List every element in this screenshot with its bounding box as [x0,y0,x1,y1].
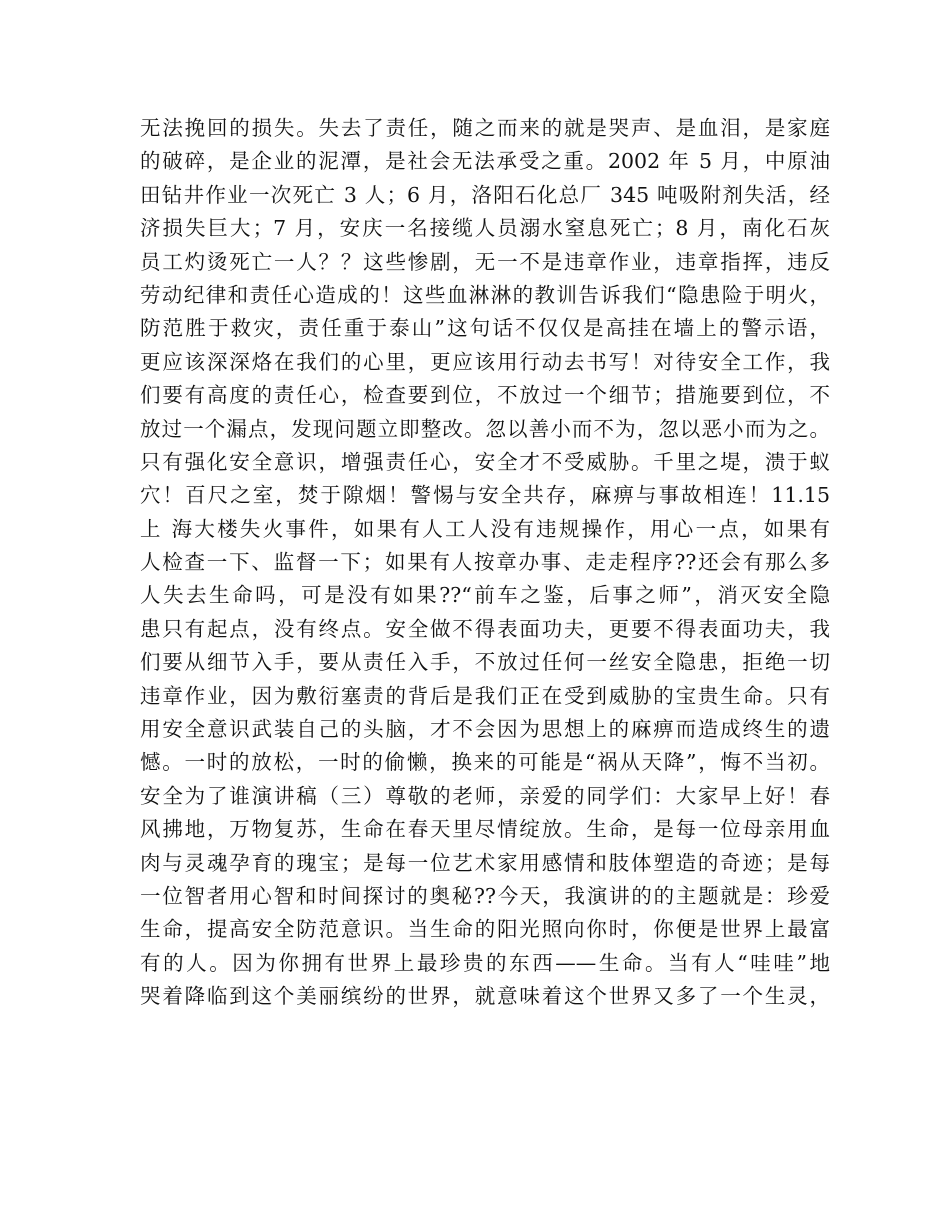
text-line: 的破碎，是企业的泥潭，是社会无法承受之重。2002 年 5 月，中原油 [140,149,830,174]
text-line: 只有强化安全意识，增强责任心，安全才不受威胁。千里之堤，溃于蚁 [140,449,830,474]
text-line: 田钻井作业一次死亡 3 人；6 月，洛阳石化总厂 345 吨吸附剂失活，经 [140,182,830,207]
text-line: 们要有高度的责任心，检查要到位，不放过一个细节；措施要到位，不 [140,383,830,408]
text-line: 生命，提高安全防范意识。当生命的阳光照向你时，你便是世界上最富 [140,917,830,942]
text-line: 上 海大楼失火事件，如果有人工人没有违规操作，用心一点，如果有 [140,516,830,541]
text-line: 济损失巨大；7 月，安庆一名接缆人员溺水窒息死亡；8 月，南化石灰 [140,216,830,241]
text-line: 一位智者用心智和时间探讨的奥秘??今天，我演讲的的主题就是：珍爱 [140,883,830,908]
text-line: 防范胜于救灾，责任重于泰山”这句话不仅仅是高挂在墙上的警示语， [140,316,830,341]
text-line: 哭着降临到这个美丽缤纷的世界，就意味着这个世界又多了一个生灵， [140,984,830,1009]
text-line: 违章作业，因为敷衍塞责的背后是我们正在受到威胁的宝贵生命。只有 [140,683,830,708]
text-line: 有的人。因为你拥有世界上最珍贵的东西——生命。当有人“哇哇”地 [140,950,830,975]
text-line: 们要从细节入手，要从责任入手，不放过任何一丝安全隐患，拒绝一切 [140,650,830,675]
text-line: 用安全意识武装自己的头脑，才不会因为思想上的麻痹而造成终生的遗 [140,717,830,742]
text-line: 患只有起点，没有终点。安全做不得表面功夫，更要不得表面功夫，我 [140,616,830,641]
body-text [140,112,830,1014]
text-line: 人失去生命吗，可是没有如果??“前车之鉴，后事之师”，消灭安全隐 [140,583,830,608]
text-line: 肉与灵魂孕育的瑰宝；是每一位艺术家用感情和肢体塑造的奇迹；是每 [140,850,830,875]
text-line: 更应该深深烙在我们的心里，更应该用行动去书写！对待安全工作，我 [140,349,830,374]
text-line: 穴！百尺之室，焚于隙烟！警惕与安全共存，麻痹与事故相连！11.15 [140,483,830,508]
text-line: 人检查一下、监督一下；如果有人按章办事、走走程序??还会有那么多 [140,550,830,575]
text-line: 风拂地，万物复苏，生命在春天里尽情绽放。生命，是每一位母亲用血 [140,817,830,842]
text-line: 劳动纪律和责任心造成的！这些血淋淋的教训告诉我们“隐患险于明火， [140,282,830,307]
text-line: 无法挽回的损失。失去了责任，随之而来的就是哭声、是血泪，是家庭 [140,116,830,140]
text-line: 安全为了谁演讲稿（三）尊敬的老师，亲爱的同学们：大家早上好！春 [140,783,830,808]
text-line: 员工灼烫死亡一人？？这些惨剧，无一不是违章作业，违章指挥，违反 [140,249,830,274]
text-line: 憾。一时的放松，一时的偷懒，换来的可能是“祸从天降”，悔不当初。 [140,750,830,775]
text-line: 放过一个漏点，发现问题立即整改。忽以善小而不为，忽以恶小而为之。 [140,416,830,441]
